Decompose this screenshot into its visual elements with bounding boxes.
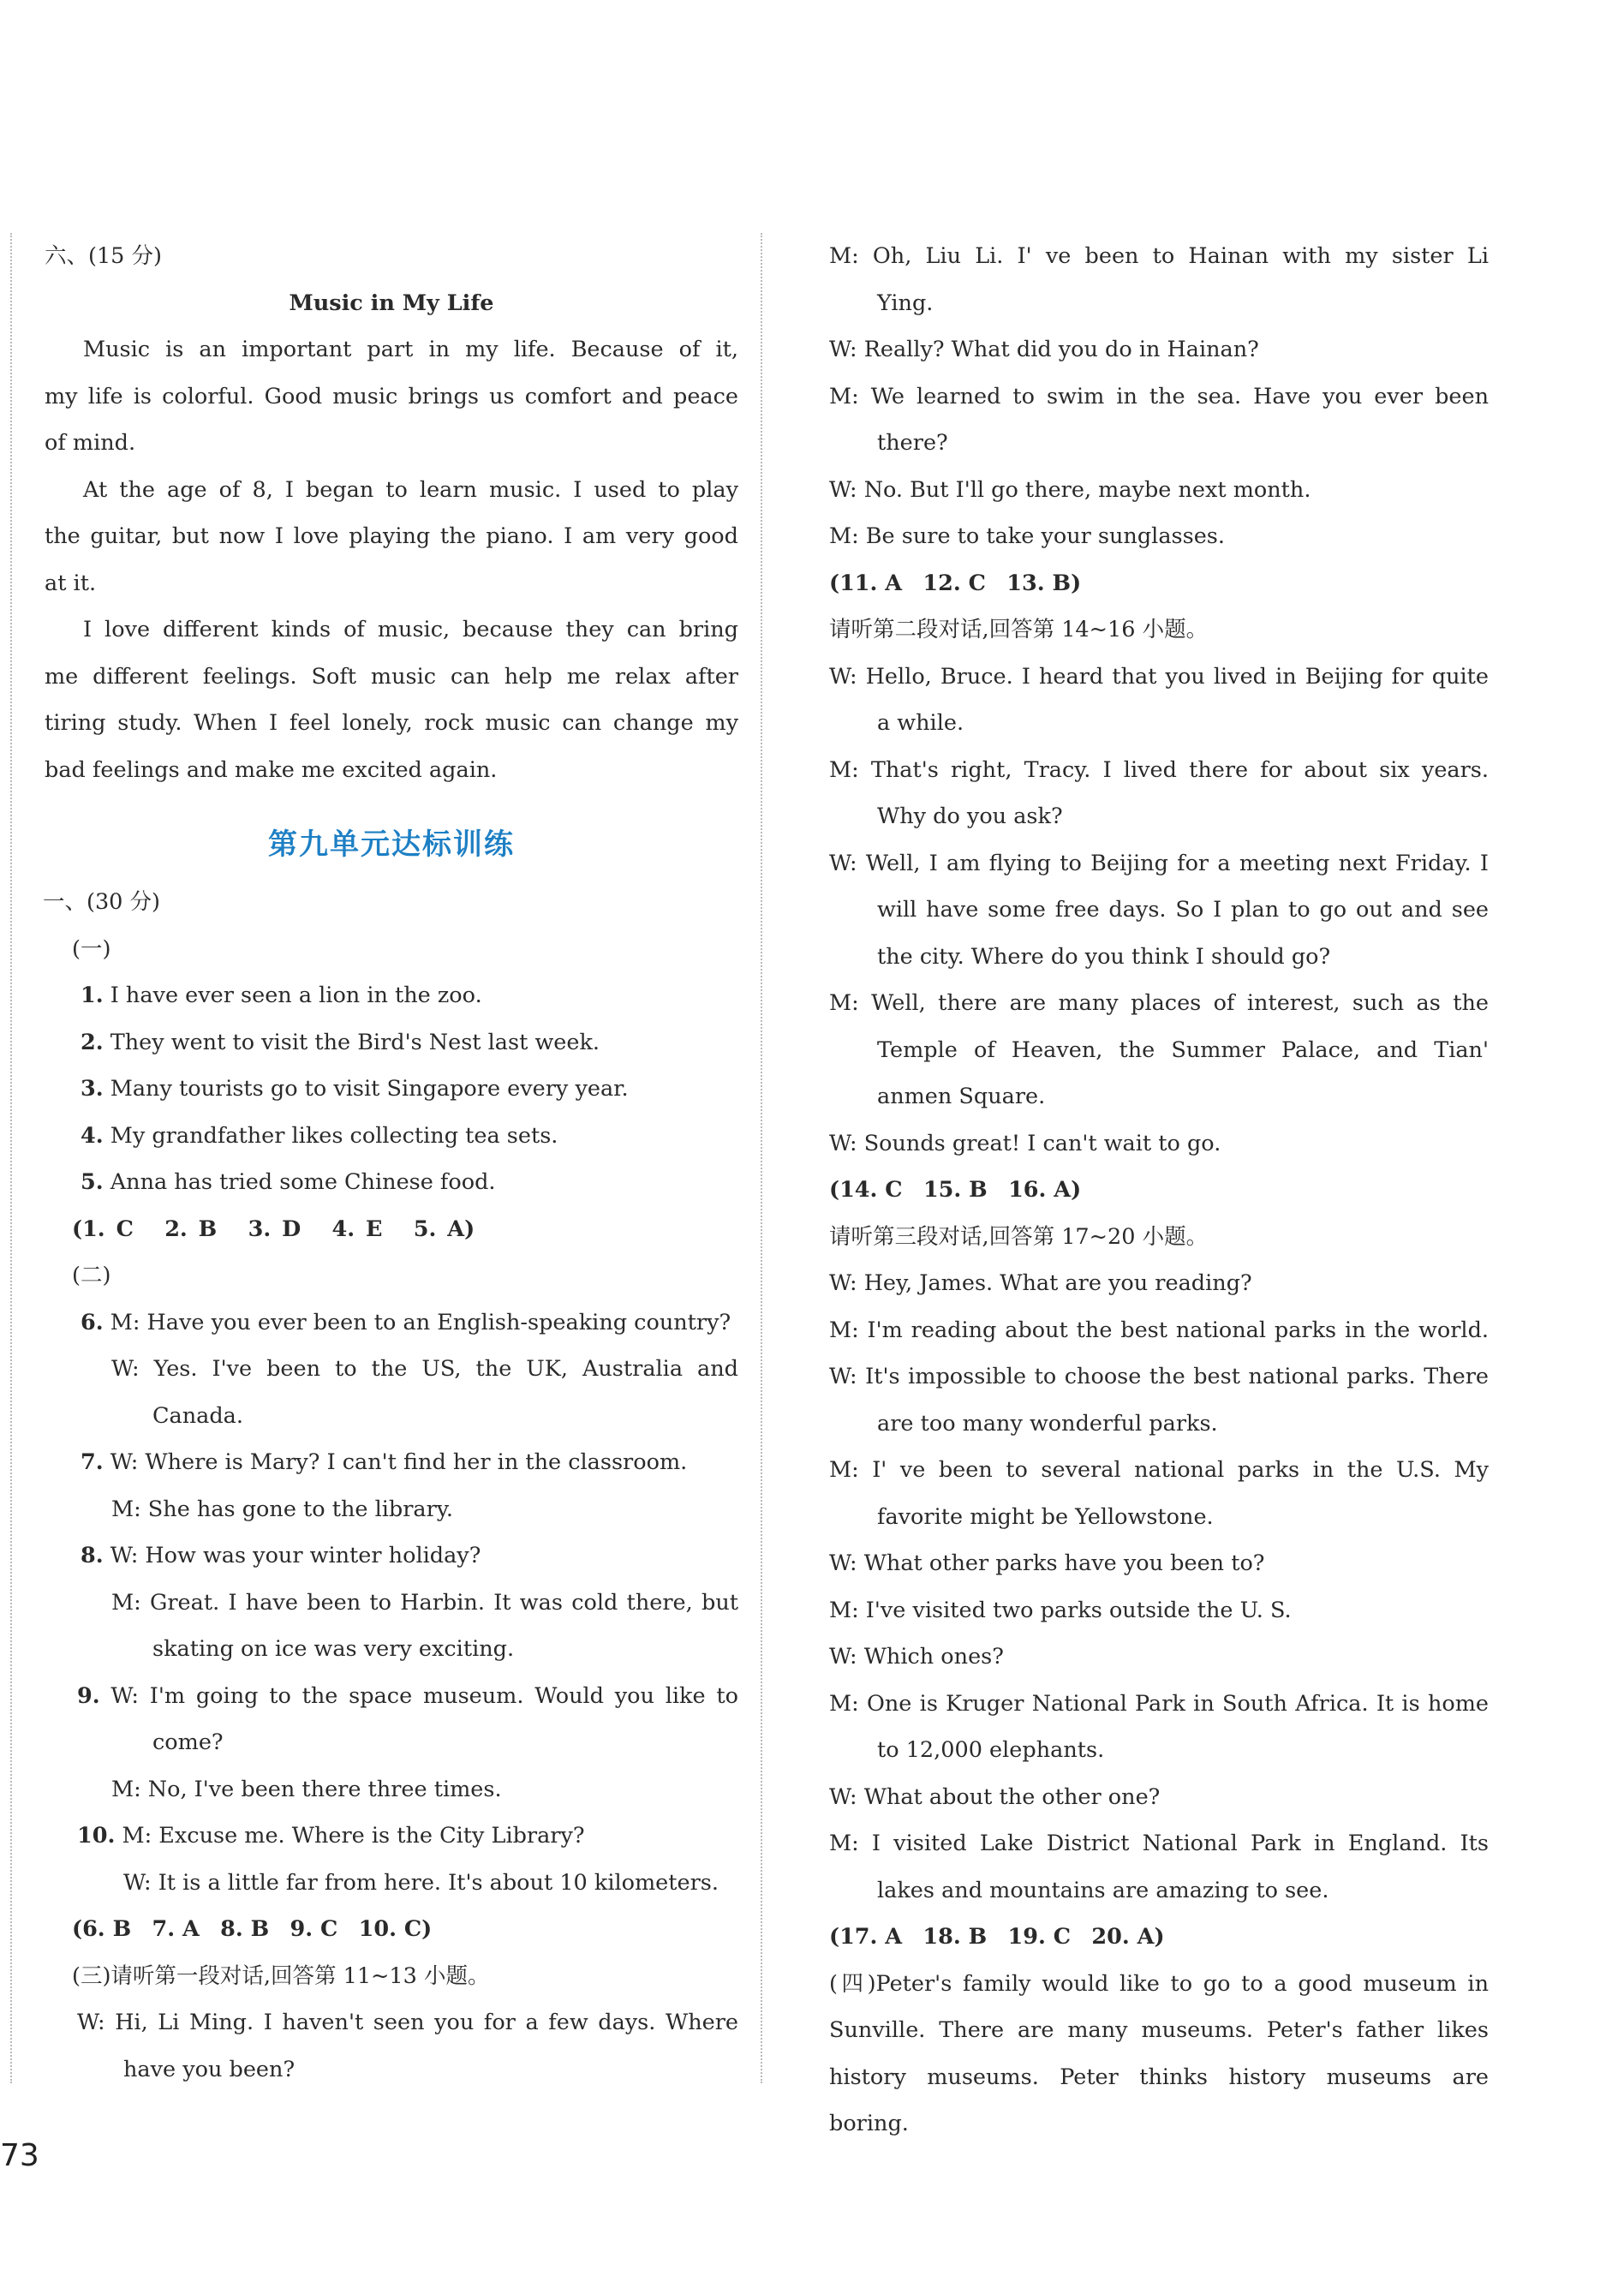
answer: 3. D [248,1216,302,1242]
answer: 16. A) [1008,1177,1082,1203]
sentence-text: Many tourists go to visit Singapore every year. [110,1076,629,1102]
dialogue-item [45,1299,738,1347]
dialogue-line: M: Have you ever been to an English-speaking country? [110,1309,731,1335]
answer: (17. A [829,1924,903,1950]
sentence-text: I have ever seen a lion in the zoo. [110,983,482,1008]
essay-line: I love different kinds of music, because they can bring [83,617,738,642]
passage-line: (四)Peter's family would like to go to a good museum in [829,1970,1489,1997]
sentence-text: They went to visit the Bird's Nest last week. [110,1029,600,1055]
sentence-item [45,1159,738,1206]
column-divider [761,233,762,2083]
essay-line: At the age of 8, I began to learn music. I used to play [83,476,738,503]
dialogue-line: M: That's right, Tracy. I lived there for about six years. [829,756,1489,783]
dialogue-line: M: We learned to swim in the sea. Have you ever been [829,383,1489,409]
sentence-item [45,1019,738,1066]
passage-line: history museums. Peter thinks history museums are boring. [829,2064,1489,2136]
dialogue-line: W: Which ones? [829,1644,1004,1670]
right-column [829,233,1489,2136]
dialogue-line: M: I'm reading about the best national parks in the world. [829,1317,1489,1343]
answer: (14. C [829,1177,903,1203]
dialogue-line: Temple of Heaven, the Summer Palace, and Tian' [877,1036,1489,1063]
dialogue-line: W: Hey, James. What are you reading? [829,1270,1252,1296]
dialogue-line: W: What about the other one? [829,1783,1161,1810]
item-number: 5. [81,1169,104,1195]
item-number: 10. [77,1823,116,1849]
answer: 15. B [922,1177,988,1203]
dialogue-item [45,1813,738,1860]
item-number: 8. [81,1543,104,1568]
answer: (11. A [829,570,903,596]
dialogue-line: skating on ice was very exciting. [152,1636,515,1662]
dialogue-line: M: She has gone to the library. [111,1496,453,1522]
dialogue-line: W: Well, I am flying to Beijing for a meeting next Friday. I [829,850,1489,876]
subsection-label: (一) [72,935,111,962]
dialogue-line: will have some free days. So I plan to go out and see [877,897,1489,923]
item-number: 1. [81,983,104,1008]
dialogue-line: anmen Square. [877,1084,1046,1109]
dialogue-instruction: 请听第三段对话,回答第 17~20 小题。 [829,1223,1209,1250]
dialogue-line: are too many wonderful parks. [877,1410,1218,1437]
dialogue-line: M: I visited Lake District National Park in England. Its [829,1831,1489,1856]
answer: 4. E [331,1216,383,1242]
dialogue-item [45,1439,738,1486]
essay-line: bad feelings and make me excited again. [45,756,498,783]
answer: 10. C) [358,1916,433,1942]
dialogue-line: M: Excuse me. Where is the City Library? [122,1823,585,1849]
dialogue-line: M: I've visited two parks outside the U. S. [829,1597,1292,1623]
answer: 5. A) [413,1216,475,1242]
dialogue-line: W: Really? What did you do in Hainan? [829,337,1259,362]
dialogue-line: M: I' ve been to several national parks in the U.S. My [829,1457,1489,1483]
answer: 8. B [220,1916,270,1942]
dialogue-line: to 12,000 elephants. [877,1737,1105,1763]
answer-key [829,1167,1489,1214]
dialogue-line: M: One is Kruger National Park in South Africa. It is home [829,1690,1489,1717]
dialogue-line: W: Sounds great! I can't wait to go. [829,1130,1221,1156]
answer-key [45,1906,738,1953]
sentence-item [45,1066,738,1113]
answer: 20. A) [1091,1924,1165,1950]
answer-key [45,1206,738,1253]
dialogue-item [45,1532,738,1580]
dialogue-item [45,1673,738,1720]
dialogue-line: M: Well, there are many places of interest, such as the [829,990,1489,1016]
dialogue-line: a while. [877,710,964,736]
item-number: 6. [81,1309,104,1335]
dialogue-line: W: I'm going to the space museum. Would you like to [110,1682,738,1709]
essay-title: Music in My Life [289,290,494,316]
dialogue-line: the city. Where do you think I should go? [877,943,1331,970]
dialogue-line: W: Hi, Li Ming. I haven't seen you for a few days. Where [77,2010,738,2035]
left-column [45,233,738,2093]
passage-line: Sunville. There are many museums. Peter's father likes [829,2017,1489,2043]
answer: 18. B [922,1924,988,1950]
dialogue-line: Canada. [152,1402,243,1429]
dialogue-line: M: Great. I have been to Harbin. It was cold there, but [111,1589,738,1616]
dialogue-line: W: How was your winter holiday? [110,1543,481,1568]
answer: (1. C [72,1216,134,1242]
sentence-item [45,972,738,1019]
dialogue-line: there? [877,430,948,456]
dialogue-line: W: Hello, Bruce. I heard that you lived in Beijing for quite [829,663,1489,690]
dialogue-line: M: Be sure to take your sunglasses. [829,523,1225,549]
answer-key [829,1914,1489,1961]
unit-title: 第九单元达标训练 [268,827,515,862]
answer: 13. B) [1006,570,1082,596]
dialogue-instruction: 请听第二段对话,回答第 14~16 小题。 [829,617,1209,642]
essay-line: me different feelings. Soft music can help me relax after [45,663,738,690]
dialogue-line: favorite might be Yellowstone. [877,1503,1214,1530]
section-heading: 六、(15 分) [45,243,162,269]
dialogue-line: W: No. But I'll go there, maybe next month. [829,476,1311,503]
left-margin-divider [10,233,12,2083]
answer: 19. C [1007,1924,1072,1950]
dialogue-line: W: It's impossible to choose the best national parks. There [829,1364,1489,1389]
essay-line: my life is colorful. Good music brings us comfort and peace [45,383,738,409]
dialogue-line: Why do you ask? [877,803,1063,829]
essay-line: the guitar, but now I love playing the piano. I am very good [45,523,738,549]
item-number: 2. [81,1029,104,1055]
item-number: 3. [81,1076,104,1102]
answer: 12. C [922,570,986,596]
answer-key [829,560,1489,607]
dialogue-line: M: Oh, Liu Li. I' ve been to Hainan with my sister Li [829,243,1489,269]
essay-line: Music is an important part in my life. Because of it, [83,337,738,362]
item-number: 7. [81,1449,104,1475]
dialogue-line: lakes and mountains are amazing to see. [877,1877,1329,1903]
item-number: 9. [77,1682,100,1709]
item-number: 4. [81,1122,104,1149]
dialogue-line: W: Where is Mary? I can't find her in the classroom. [110,1449,688,1475]
answer: (6. B [72,1916,132,1942]
answer: 9. C [290,1916,338,1942]
essay-line: of mind. [45,430,136,456]
dialogue-line: Ying. [877,290,934,316]
dialogue-line: have you been? [123,2056,296,2082]
answer: 2. B [164,1216,218,1242]
dialogue-line: M: No, I've been there three times. [111,1776,502,1802]
dialogue-line: W: It is a little far from here. It's about 10 kilometers. [123,1869,719,1896]
dialogue-line: W: What other parks have you been to? [829,1550,1265,1576]
sentence-text: My grandfather likes collecting tea sets. [110,1122,558,1149]
essay-line: tiring study. When I feel lonely, rock music can change my [45,710,738,736]
subsection-label: (三)请听第一段对话,回答第 11~13 小题。 [72,1962,490,1989]
part-heading: 一、(30 分) [43,889,160,915]
sentence-text: Anna has tried some Chinese food. [110,1169,496,1195]
dialogue-line: come? [152,1729,224,1755]
dialogue-line: W: Yes. I've been to the US, the UK, Australia and [111,1356,738,1382]
subsection-label: (二) [72,1263,111,1288]
page-number: 73 [0,2138,39,2173]
answer: 7. A [152,1916,200,1942]
essay-line: at it. [45,570,97,596]
sentence-item [45,1113,738,1160]
